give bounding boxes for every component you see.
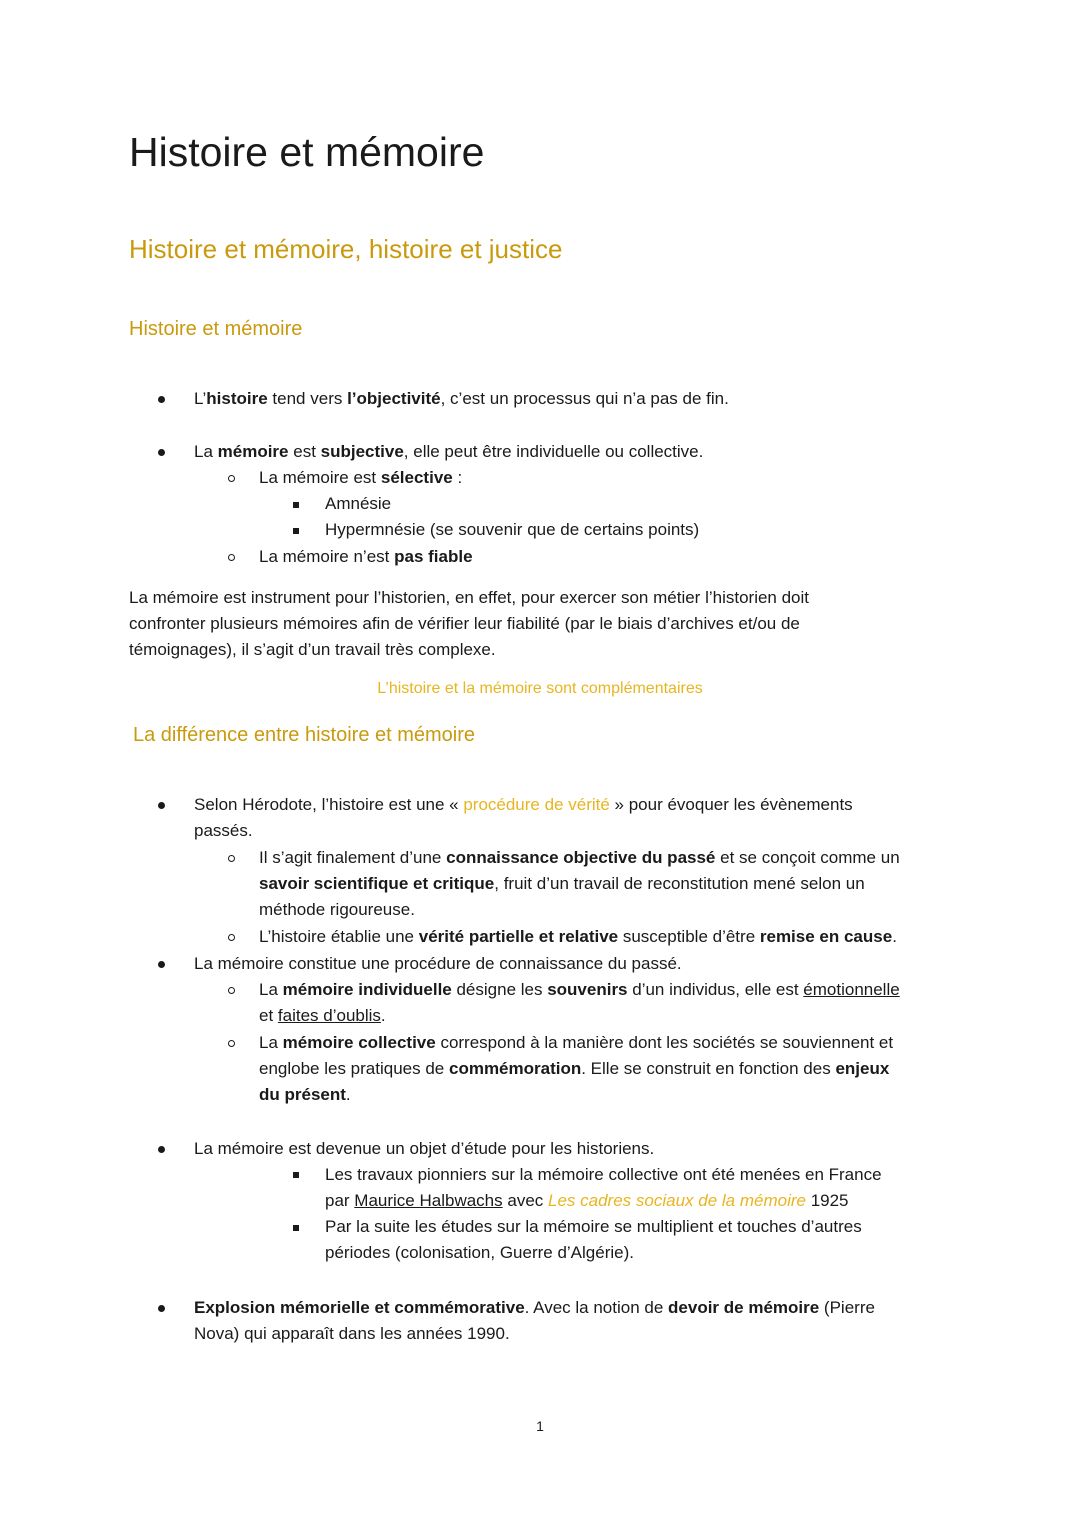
circle-bullet-icon: [228, 987, 235, 994]
circle-bullet-icon: [228, 554, 235, 561]
list-item-continuation: passés.: [194, 821, 253, 840]
bullet-icon: [158, 396, 165, 403]
page-number: 1: [536, 1418, 544, 1434]
document-title: Histoire et mémoire: [129, 129, 485, 175]
bullet-icon: [158, 961, 165, 968]
list-item: La mémoire constitue une procédure de connaissance du passé.: [194, 954, 682, 973]
list-item-continuation: du présent.: [259, 1085, 351, 1104]
section-heading: Histoire et mémoire, histoire et justice: [129, 234, 563, 264]
circle-bullet-icon: [228, 934, 235, 941]
list-item: Par la suite les études sur la mémoire se multiplient et touches d’autres: [325, 1217, 862, 1236]
list-item-continuation: Nova) qui apparaît dans les années 1990.: [194, 1324, 510, 1343]
paragraph-line: témoignages), il s’agit d’un travail très complexe.: [129, 640, 496, 659]
list-item: L’histoire tend vers l’objectivité, c’est un processus qui n’a pas de fin.: [194, 389, 729, 408]
circle-bullet-icon: [228, 855, 235, 862]
bullet-icon: [158, 449, 165, 456]
square-bullet-icon: [293, 1225, 299, 1231]
square-bullet-icon: [293, 502, 299, 508]
list-item: La mémoire est subjective, elle peut être individuelle ou collective.: [194, 442, 704, 461]
circle-bullet-icon: [228, 475, 235, 482]
list-item: La mémoire collective correspond à la manière dont les sociétés se souviennent et: [259, 1033, 894, 1052]
square-bullet-icon: [293, 528, 299, 534]
circle-bullet-icon: [228, 1040, 235, 1047]
list-item: Selon Hérodote, l’histoire est une « procédure de vérité » pour évoquer les évènements: [194, 795, 853, 814]
list-item-continuation: méthode rigoureuse.: [259, 900, 415, 919]
list-item-continuation: englobe les pratiques de commémoration. Elle se construit en fonction des enjeux: [259, 1059, 890, 1078]
paragraph-line: La mémoire est instrument pour l’historien, en effet, pour exercer son métier l’historien doit: [129, 588, 810, 607]
highlight-note: L’histoire et la mémoire sont complémentaires: [377, 680, 703, 697]
square-bullet-icon: [293, 1172, 299, 1178]
list-item: Amnésie: [325, 494, 392, 513]
subsection-heading-2: La différence entre histoire et mémoire: [133, 724, 476, 746]
list-item: La mémoire individuelle désigne les souvenirs d’un individus, elle est émotionnelle: [259, 980, 900, 999]
bullet-icon: [158, 802, 165, 809]
list-item: La mémoire est devenue un objet d’étude pour les historiens.: [194, 1139, 655, 1158]
bullet-icon: [158, 1146, 165, 1153]
list-item-continuation: savoir scientifique et critique, fruit d’un travail de reconstitution mené selon un: [259, 874, 865, 893]
list-item: La mémoire n’est pas fiable: [259, 547, 473, 566]
list-item-continuation: par Maurice Halbwachs avec Les cadres sociaux de la mémoire 1925: [325, 1191, 849, 1210]
bullet-icon: [158, 1305, 165, 1312]
list-item: La mémoire est sélective :: [259, 468, 463, 487]
list-item: Les travaux pionniers sur la mémoire collective ont été menées en France: [325, 1165, 882, 1184]
list-item-continuation: et faites d’oublis.: [259, 1006, 386, 1025]
subsection-heading-1: Histoire et mémoire: [129, 318, 303, 340]
paragraph-line: confronter plusieurs mémoires afin de vérifier leur fiabilité (par le biais d’archives et/ou de: [129, 614, 800, 633]
list-item: L’histoire établie une vérité partielle et relative susceptible d’être remise en cause.: [259, 927, 897, 946]
list-item-continuation: périodes (colonisation, Guerre d’Algérie).: [325, 1243, 634, 1262]
list-item: Il s’agit finalement d’une connaissance objective du passé et se conçoit comme un: [259, 848, 900, 867]
list-item: Explosion mémorielle et commémorative. Avec la notion de devoir de mémoire (Pierre: [194, 1298, 875, 1317]
list-item: Hypermnésie (se souvenir que de certains points): [325, 520, 700, 539]
